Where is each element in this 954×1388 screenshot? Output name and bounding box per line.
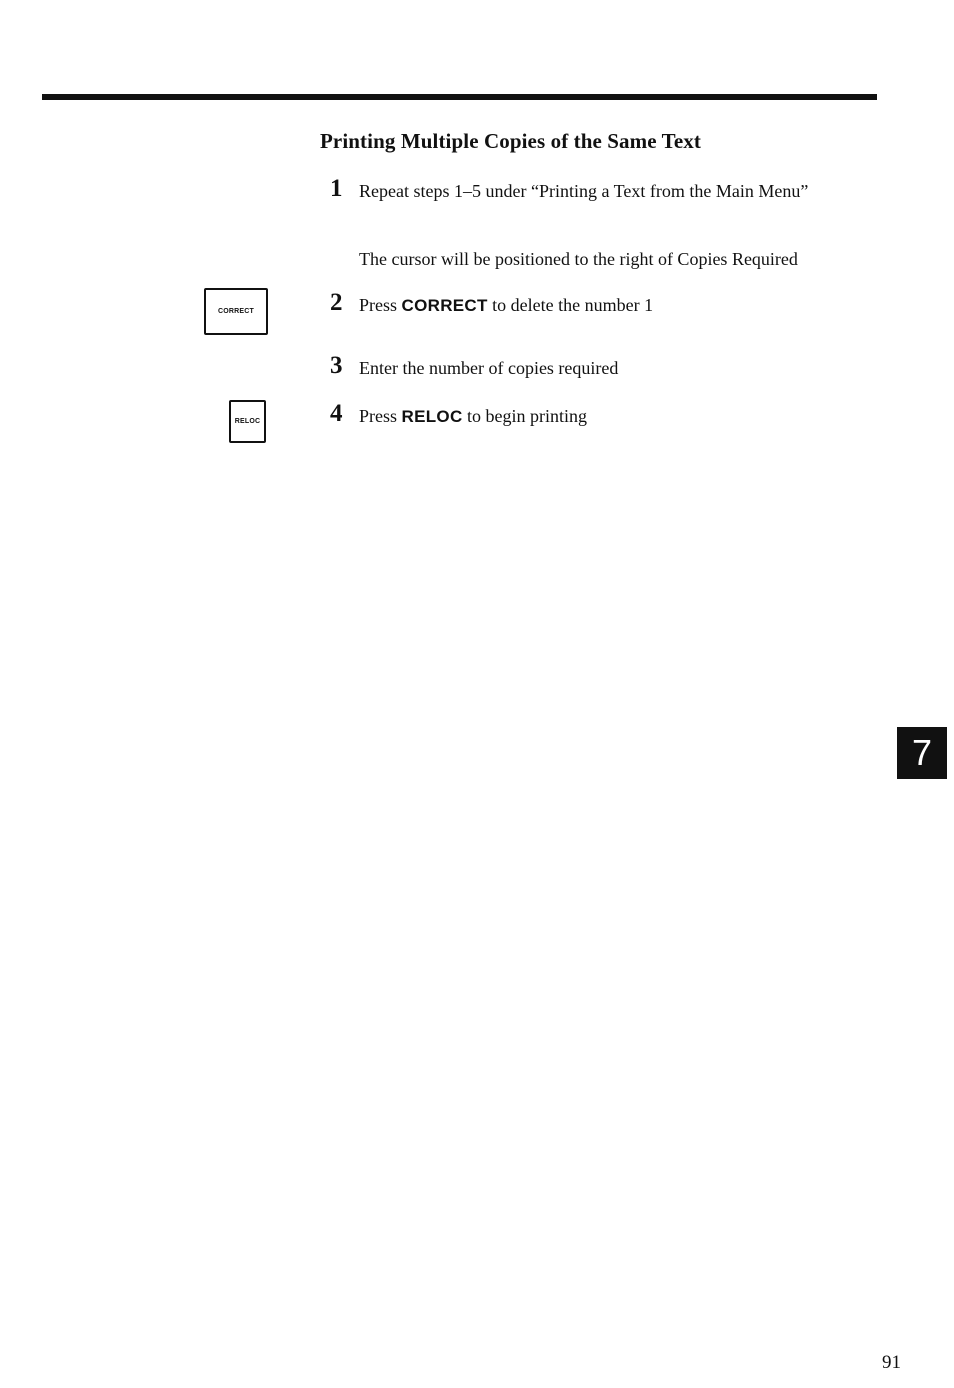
step-text-before: Press	[359, 406, 402, 426]
step-number: 1	[330, 175, 343, 202]
step-text	[359, 405, 877, 428]
top-rule	[42, 94, 877, 100]
correct-key-label: CORRECT	[217, 308, 254, 315]
chapter-tab: 7	[897, 727, 947, 779]
step-text-before: Press	[359, 295, 402, 315]
step-text	[359, 294, 877, 317]
correct-key-icon	[204, 288, 268, 335]
step-text-after: to delete the number 1	[487, 295, 654, 315]
page-number: 91	[882, 1352, 901, 1373]
step-number: 4	[330, 400, 343, 427]
key-name-reloc: RELOC	[401, 407, 463, 426]
step-text: Enter the number of copies required	[359, 358, 619, 378]
step-1-note: The cursor will be positioned to the right of Copies Required	[359, 249, 798, 269]
step-text: Repeat steps 1–5 under “Printing a Text from the Main Menu”	[359, 181, 809, 201]
reloc-key-label: RELOC	[234, 418, 261, 425]
section-title: Printing Multiple Copies of the Same Text	[320, 129, 701, 153]
reloc-key-icon	[229, 400, 266, 443]
step-number: 2	[330, 289, 343, 316]
step-number: 3	[330, 352, 343, 379]
step-text-after: to begin printing	[462, 406, 588, 426]
key-name-correct: CORRECT	[401, 296, 488, 315]
